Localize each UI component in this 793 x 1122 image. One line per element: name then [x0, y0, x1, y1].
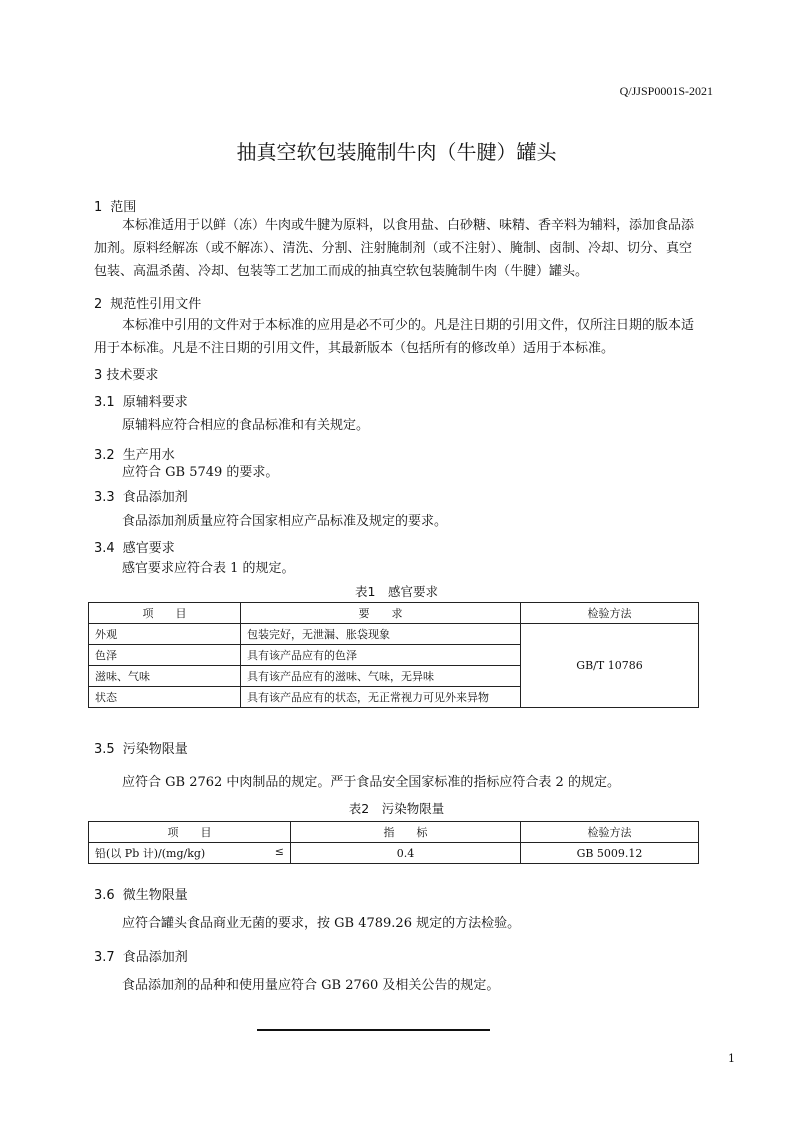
section-number: 3.3: [94, 490, 115, 505]
item-cell: [89, 843, 291, 864]
value-cell: 0.4: [291, 843, 521, 864]
table-header-row: [89, 822, 699, 843]
section-1-heading: [94, 196, 136, 215]
requirement-cell: 具有该产品应有的滋味、气味，无异味: [241, 666, 521, 687]
section-3-5-paragraph: 应符合 GB 2762 中肉制品的规定。严于食品安全国家标准的指标应符合表 2 的规定。: [122, 775, 620, 790]
section-3-2-paragraph: 应符合 GB 5749 的要求。: [122, 465, 279, 480]
text-line: 包装、高温杀菌、冷却、包装等工艺加工而成的抽真空软包装腌制牛肉（牛腱）罐头。: [94, 264, 589, 279]
column-header: 要 求: [241, 603, 521, 624]
section-number: 3.6: [94, 888, 115, 903]
section-number: 3.2: [94, 448, 115, 463]
table-row: [89, 843, 699, 864]
section-title: 原辅料要求: [122, 395, 188, 410]
text-line: 本标准中引用的文件对于本标准的应用是必不可少的。凡是注日期的引用文件，仅所注日期的版本适: [122, 318, 695, 333]
section-title: 食品添加剂: [122, 950, 188, 965]
method-cell: GB/T 10786: [521, 624, 699, 708]
item-cell: 外观: [89, 624, 241, 645]
section-3-5-heading: [94, 738, 188, 757]
less-equal-sign: ≤: [274, 845, 284, 858]
section-3-3-heading: [94, 486, 188, 505]
item-cell: 状态: [89, 687, 241, 708]
section-3-heading: 3 技术要求: [94, 368, 159, 383]
table-1-caption: 表1 感官要求: [355, 584, 438, 599]
section-2-heading: [94, 293, 201, 312]
document-title: 抽真空软包装腌制牛肉（牛腱）罐头: [236, 140, 557, 164]
column-header: 项 目: [89, 822, 291, 843]
item-label: 铅(以 Pb 计)/(mg/kg): [95, 847, 206, 860]
section-3-4-heading: [94, 537, 175, 556]
text-line: 本标准适用于以鲜（冻）牛肉或牛腱为原料，以食用盐、白砂糖、味精、香辛料为辅料，添加食品添: [122, 218, 695, 233]
section-1-paragraph: [94, 214, 740, 283]
document-number: Q/JJSP0001S-2021: [619, 84, 713, 98]
section-number: 3.4: [94, 541, 115, 556]
section-number: 1: [94, 200, 103, 215]
section-2-paragraph: [94, 314, 740, 360]
section-number: 3.7: [94, 950, 115, 965]
table-2-caption: 表2 污染物限量: [348, 801, 445, 816]
end-divider-line: [257, 1029, 490, 1031]
section-title: 食品添加剂: [122, 490, 188, 505]
item-cell: 滋味、气味: [89, 666, 241, 687]
section-number: 3.5: [94, 742, 115, 757]
item-cell: 色泽: [89, 645, 241, 666]
section-3-7-heading: [94, 946, 188, 965]
requirement-cell: 具有该产品应有的色泽: [241, 645, 521, 666]
section-3-6-heading: [94, 884, 188, 903]
text-line: 加剂。原料经解冻（或不解冻）、清洗、分割、注射腌制剂（或不注射）、腌制、卤制、冷却、切分、真空: [94, 241, 693, 256]
section-3-3-paragraph: 食品添加剂质量应符合国家相应产品标准及规定的要求。: [122, 514, 448, 529]
table-row: [89, 624, 699, 645]
requirement-cell: 具有该产品应有的状态，无正常视力可见外来异物: [241, 687, 521, 708]
section-title: 微生物限量: [122, 888, 188, 903]
section-title: 范围: [110, 200, 137, 215]
section-title: 生产用水: [122, 448, 175, 463]
table-header-row: [89, 603, 699, 624]
page-number: 1: [728, 1052, 735, 1065]
section-number: 2: [94, 297, 103, 312]
column-header: 检验方法: [521, 822, 699, 843]
sensory-requirements-table: [88, 602, 699, 708]
column-header: 指 标: [291, 822, 521, 843]
section-3-1-paragraph: 原辅料应符合相应的食品标准和有关规定。: [122, 418, 370, 433]
section-title: 感官要求: [122, 541, 175, 556]
section-title: 规范性引用文件: [110, 297, 202, 312]
section-3-1-heading: [94, 391, 188, 410]
section-3-7-paragraph: 食品添加剂的品种和使用量应符合 GB 2760 及相关公告的规定。: [122, 978, 500, 993]
section-title: 污染物限量: [122, 742, 188, 757]
column-header: 检验方法: [521, 603, 699, 624]
section-3-6-paragraph: 应符合罐头食品商业无菌的要求，按 GB 4789.26 规定的方法检验。: [122, 916, 521, 931]
method-cell: GB 5009.12: [521, 843, 699, 864]
text-line: 用于本标准。凡是不注日期的引用文件，其最新版本（包括所有的修改单）适用于本标准。: [94, 341, 615, 356]
contaminant-limits-table: [88, 821, 699, 864]
column-header: 项 目: [89, 603, 241, 624]
requirement-cell: 包装完好，无泄漏、胀袋现象: [241, 624, 521, 645]
section-number: 3.1: [94, 395, 115, 410]
section-3-4-paragraph: 感官要求应符合表 1 的规定。: [122, 561, 295, 576]
